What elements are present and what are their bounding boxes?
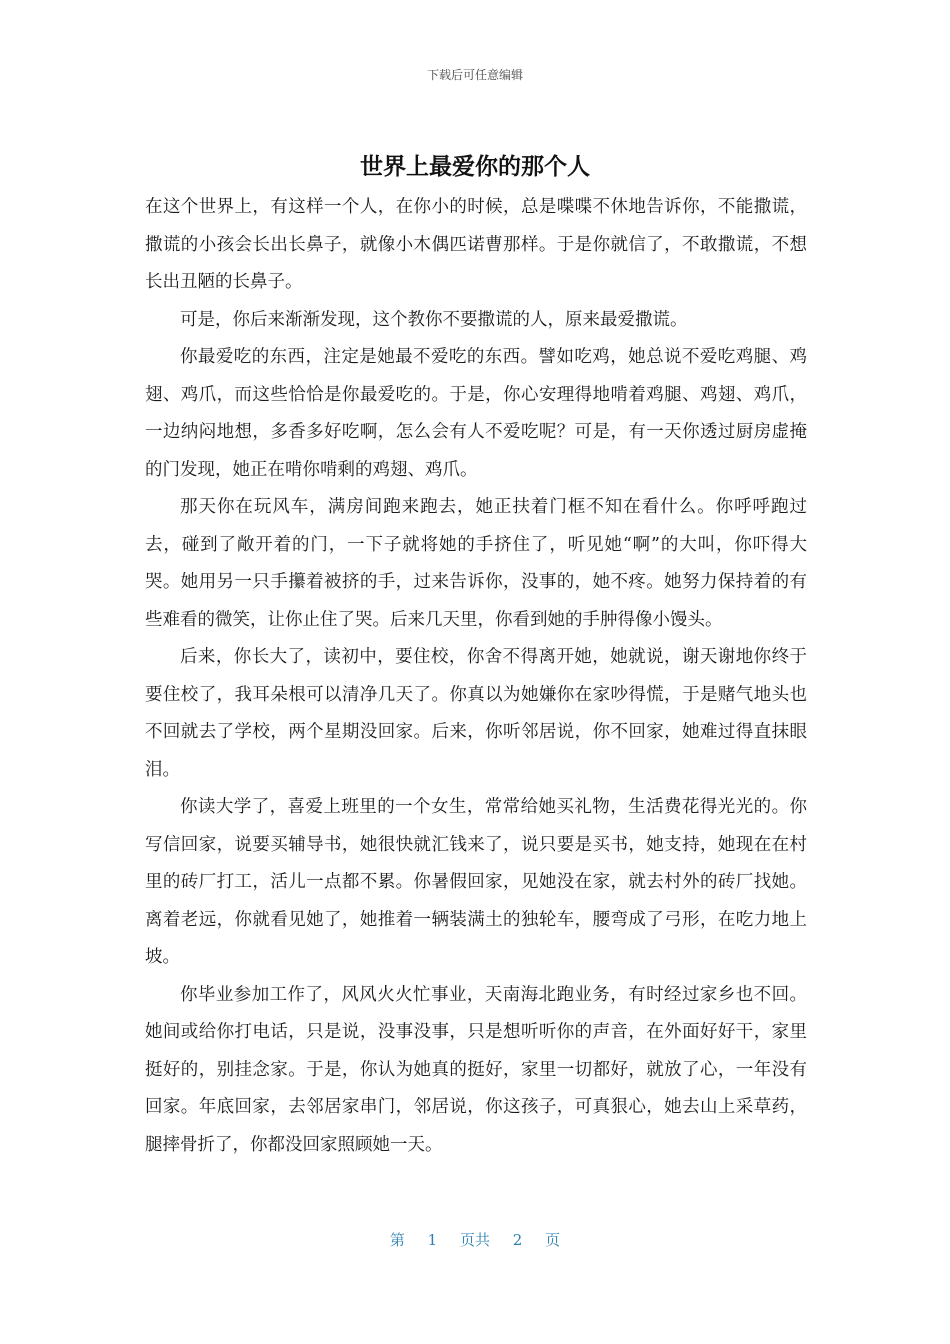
footer-middle: 页共 (459, 1231, 490, 1249)
document-body (145, 189, 807, 1164)
header-note: 下载后可任意编辑 (426, 68, 523, 82)
document-title: 世界上最爱你的那个人 (360, 154, 590, 180)
footer-total-pages: 2 (512, 1231, 523, 1249)
footer-page-number: 1 (427, 1231, 438, 1249)
paragraph: 那天你在玩风车，满房间跑来跑去，她正扶着门框不知在看什么。你呼呼跑过去，碰到了敞开着的门，一下子就将她的手挤住了，听见她“啊”的大叫，你吓得大哭。她用另一只手攥着被挤的手，过来告诉你，没事的，她不疼。她努力保持着的有些难看的微笑，让你止住了哭。后来几天里，你看到她的手肿得像小馒头。 (145, 497, 807, 630)
footer-prefix: 第 (389, 1231, 405, 1249)
paragraph: 你最爱吃的东西，注定是她最不爱吃的东西。譬如吃鸡，她总说不爱吃鸡腿、鸡翅、鸡爪，而这些恰恰是你最爱吃的。于是，你心安理得地啃着鸡腿、鸡翅、鸡爪，一边纳闷地想，多香多好吃啊，怎么会有人不爱吃呢？可是，有一天你透过厨房虚掩的门发现，她正在啃你啃剩的鸡翅、鸡爪。 (145, 347, 807, 480)
page-footer (0, 1229, 950, 1250)
footer-suffix: 页 (545, 1231, 561, 1249)
paragraph: 后来，你长大了，读初中，要住校，你舍不得离开她，她就说，谢天谢地你终于要住校了，我耳朵根可以清净几天了。你真以为她嫌你在家吵得慌，于是赌气地头也不回就去了学校，两个星期没回家。后来，你听邻居说，你不回家，她难过得直抹眼泪。 (145, 647, 807, 780)
paragraph: 你读大学了，喜爱上班里的一个女生，常常给她买礼物，生活费花得光光的。你写信回家，说要买辅导书，她很快就汇钱来了，说只要是买书，她支持，她现在在村里的砖厂打工，活儿一点都不累。你暑假回家，见她没在家，就去村外的砖厂找她。离着老远，你就看见她了，她推着一辆装满土的独轮车，腰弯成了弓形，在吃力地上坡。 (145, 797, 807, 967)
paragraph: 你毕业参加工作了，风风火火忙事业，天南海北跑业务，有时经过家乡也不回。她间或给你打电话，只是说，没事没事，只是想听听你的声音，在外面好好干，家里挺好的，别挂念家。于是，你认为她真的挺好，家里一切都好，就放了心，一年没有回家。年底回家，去邻居家串门，邻居说，你这孩子，可真狠心，她去山上采草药，腿摔骨折了，你都没回家照顾她一天。 (145, 984, 807, 1155)
paragraph: 在这个世界上，有这样一个人，在你小的时候，总是喋喋不休地告诉你，不能撒谎，撒谎的小孩会长出长鼻子，就像小木偶匹诺曹那样。于是你就信了，不敢撒谎，不想长出丑陋的长鼻子。 (145, 197, 807, 292)
paragraph: 可是，你后来渐渐发现，这个教你不要撒谎的人，原来最爱撒谎。 (180, 309, 688, 330)
